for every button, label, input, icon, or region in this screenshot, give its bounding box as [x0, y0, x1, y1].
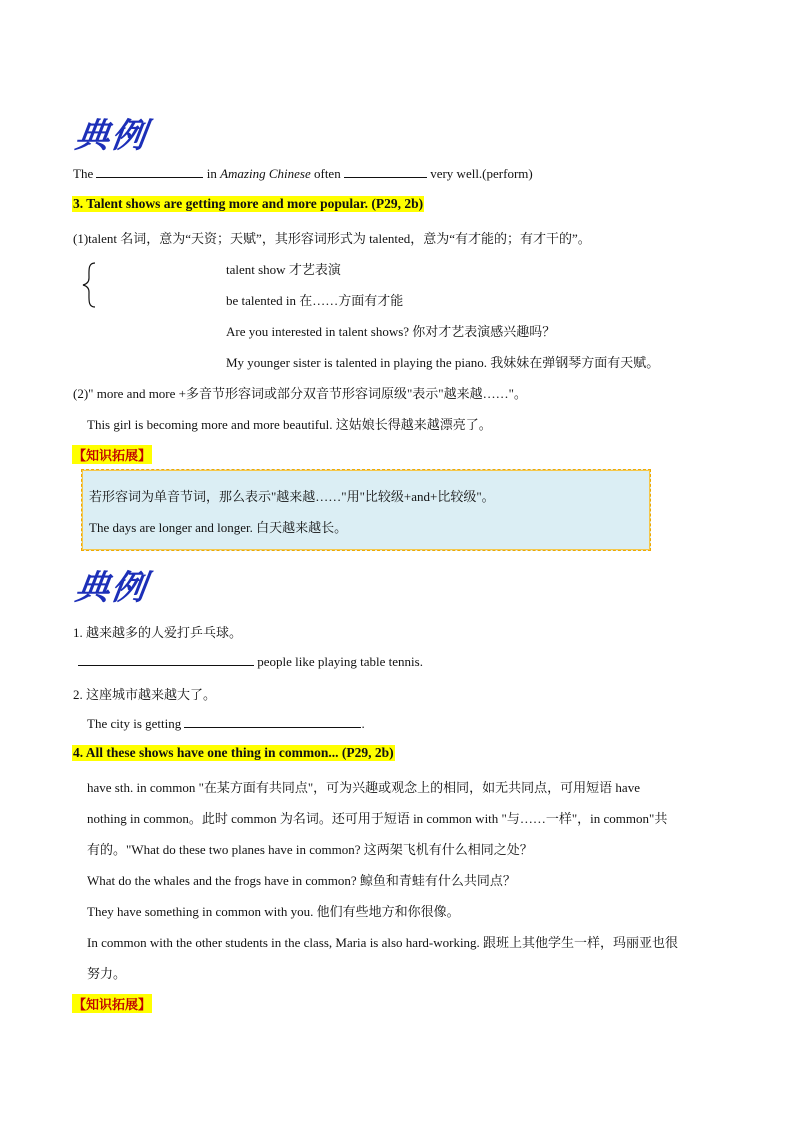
note-box	[81, 469, 651, 551]
text: very well.(perform)	[426, 166, 533, 181]
text: in	[203, 166, 221, 181]
text: often	[310, 166, 344, 181]
question: 1. 越来越多的人爱打乒乓球。	[73, 625, 243, 640]
example-logo: 典例	[72, 116, 151, 156]
example-sentence: 努力。	[87, 966, 127, 981]
example-sentence: My younger sister is talented in playing the piano. 我妹妹在弹钢琴方面有天赋。	[226, 355, 660, 370]
curly-brace-icon	[82, 262, 96, 308]
explanation-line: (1)talent 名词，意为“天资；天赋”，其形容词形式为 talented，意为“有才能的；有才干的”。	[73, 231, 591, 246]
phrase-item: talent show 才艺表演	[226, 262, 341, 277]
example-sentence: This girl is becoming more and more beautiful. 这姑娘长得越来越漂亮了。	[87, 417, 492, 432]
knowledge-tag: 【知识拓展】	[72, 445, 152, 464]
text: The city is getting	[87, 716, 185, 731]
answer-blank	[344, 165, 427, 178]
example-sentence: In common with the other students in the class, Maria is also hard-working. 跟班上其他学生一样，玛丽亚也很	[87, 935, 679, 950]
note-line: The days are longer and longer. 白天越来越长。	[89, 520, 348, 535]
section-heading: 4. All these shows have one thing in common... (P29, 2b)	[73, 745, 394, 760]
knowledge-tag: 【知识拓展】	[72, 994, 152, 1013]
explanation-line: (2)" more and more +多音节形容词或部分双音节形容词原级"表示"越来越……"。	[73, 386, 527, 401]
example-logo: 典例	[72, 568, 151, 608]
answer-blank	[96, 165, 203, 178]
text: people like playing table tennis.	[254, 654, 423, 669]
exercise-line	[73, 165, 533, 182]
explanation-line: 有的。"What do these two planes have in common? 这两架飞机有什么相同之处？	[87, 842, 533, 857]
example-sentence: Are you interested in talent shows? 你对才艺表演感兴趣吗？	[226, 324, 556, 339]
note-line: 若形容词为单音节词，那么表示"越来越……"用"比较级+and+比较级"。	[89, 489, 495, 504]
section-heading: 3. Talent shows are getting more and more popular. (P29, 2b)	[73, 196, 424, 211]
answer-line	[87, 715, 365, 732]
explanation-line: nothing in common。此时 common 为名词。还可用于短语 in common with "与……一样"，in common"共	[87, 811, 668, 826]
answer-blank	[78, 653, 254, 666]
example-sentence: What do the whales and the frogs have in common? 鲸鱼和青蛙有什么共同点？	[87, 873, 516, 888]
explanation-line: have sth. in common "在某方面有共同点"，可为兴趣或观念上的相同，如无共同点，可用短语 have	[87, 780, 640, 795]
example-sentence: They have something in common with you. 他们有些地方和你很像。	[87, 904, 460, 919]
phrase-item: be talented in 在……方面有才能	[226, 293, 404, 308]
answer-line	[78, 653, 423, 670]
question: 2. 这座城市越来越大了。	[73, 687, 217, 702]
text: .	[361, 716, 365, 731]
italic-title: Amazing Chinese	[220, 166, 311, 181]
text: The	[73, 166, 97, 181]
answer-blank	[184, 715, 361, 728]
